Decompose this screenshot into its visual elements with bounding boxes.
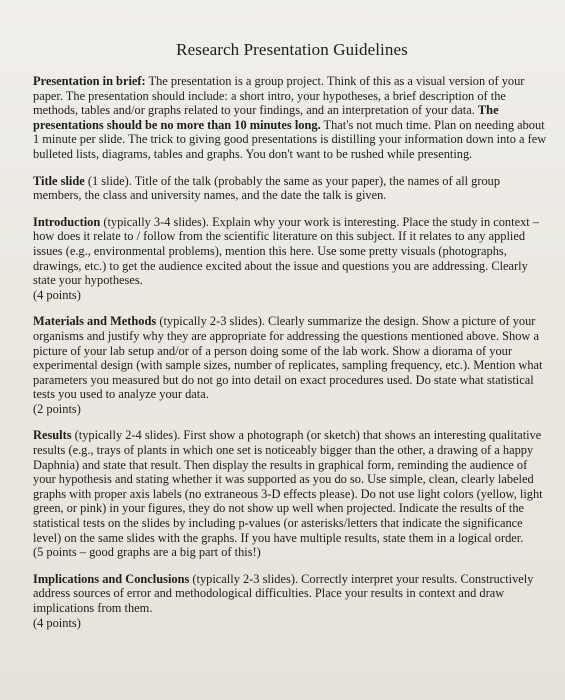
section-heading: Title slide bbox=[33, 173, 85, 188]
section-text: The presentation is a group project. Think of this as a visual version of your paper. The presentation should include: a short intro, your hypotheses, a brief description of the methods, tables and/or graphs related to your findings, and an interpretation of your data. bbox=[33, 74, 525, 118]
section-heading: Materials and Methods bbox=[33, 314, 157, 329]
section-text-after-bold: That's not much time. Plan on needing about 1 minute per slide. The trick to giving good presentations is distilling your information down into a few bulleted lists, diagrams, tables and graphs. You don't want to be rushed while presenting. bbox=[33, 117, 547, 161]
section-heading: Introduction bbox=[33, 214, 101, 229]
section-bold-text: The presentations should be no more than 10 minutes long. bbox=[33, 103, 499, 132]
section-points: (5 points – good graphs are a big part of this!) bbox=[33, 545, 261, 560]
section-implications-and-conclusions bbox=[33, 572, 551, 630]
section-presentation-in-brief bbox=[33, 74, 551, 162]
section-points: (4 points) bbox=[33, 287, 81, 302]
section-points: (2 points) bbox=[33, 401, 81, 416]
section-text: (1 slide). Title of the talk (probably the same as your paper), the names of all group members, the class and university names, and the date the talk is given. bbox=[33, 173, 501, 203]
section-materials-and-methods bbox=[33, 314, 551, 416]
section-text: (typically 2-4 slides). First show a photograph (or sketch) that shows an interesting qualitative results (e.g., trays of plants in which one set is noticeably bigger than the other, a drawing of a happy Daphnia) and state that result. Then display the results in graphical form, reminding the audience of your hypothesis and stating whether it was supported as you do so. Use simple, clean, clearly labeled graphs with proper axis labels (no extraneous 3-D effects please). Do not use light colors (yellow, light green, or pink) in your figures, they do not show up well when projected. Indicate the results of the statistical tests on the slides by including p-values (or asterisks/letters that indicate the significance level) on the same slides with the graphs. If you have multiple results, state them in a logical order. bbox=[33, 428, 543, 545]
section-text: (typically 2-3 slides). Clearly summarize the design. Show a picture of your organisms and justify why they are appropriate for addressing the questions mentioned above. Show a picture of your lab setup and/or of a person doing some of the lab work. Show a diorama of your experimental design (with sample sizes, number of replicates, sampling frequency, etc.). Mention what parameters you measured but do not go into detail on exact procedures used. Do state what statistical tests you used to analyze your data. bbox=[33, 314, 543, 402]
section-title-slide bbox=[33, 174, 551, 203]
section-results bbox=[33, 428, 551, 559]
section-heading: Presentation in brief: bbox=[33, 74, 146, 88]
section-points: (4 points) bbox=[33, 615, 81, 630]
section-text: (typically 2-3 slides). Correctly interpret your results. Constructively address sources of error and methodological difficulties. Place your results in context and draw implications from them. bbox=[33, 571, 534, 615]
section-heading: Results bbox=[33, 428, 72, 443]
document-title: Research Presentation Guidelines bbox=[176, 40, 408, 59]
section-introduction bbox=[33, 215, 551, 303]
section-heading: Implications and Conclusions bbox=[33, 571, 190, 586]
section-text: (typically 3-4 slides). Explain why your work is interesting. Place the study in context – how does it relate to / follow from the scientific literature on this subject. If it relates to any applied issues (e.g., environmental problems), mention this here. Use some pretty visuals (photographs, drawings, etc.) to get the audience excited about the issue and questions you are addressing. Clearly state your hypotheses. bbox=[33, 214, 540, 288]
